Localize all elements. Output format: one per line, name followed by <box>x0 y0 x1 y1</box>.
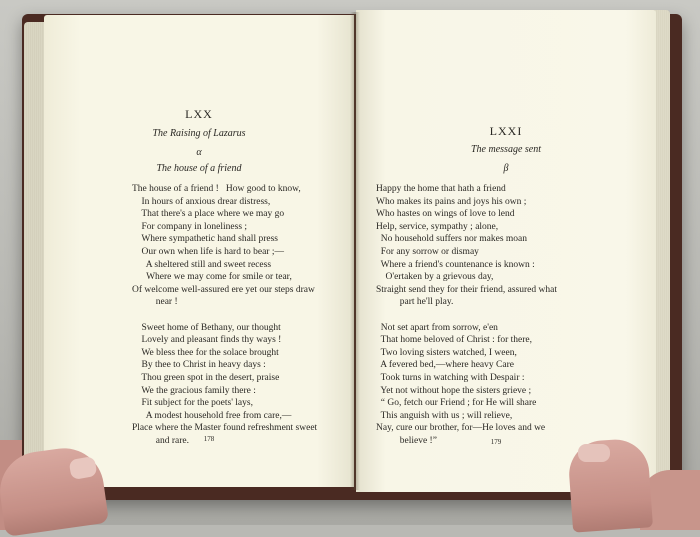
poem-line: Place where the Master found refreshment sweet <box>132 423 318 434</box>
poem-line: O'ertaken by a grievous day, <box>376 272 494 283</box>
poem-line: No household suffers nor makes moan <box>376 234 528 245</box>
poem-line: Lovely and pleasant finds thy ways ! <box>132 335 282 346</box>
poem-line: Two loving sisters watched, I ween, <box>376 347 517 358</box>
poem-line: We bless thee for the solace brought <box>132 347 279 358</box>
poem-line: Our own when life is hard to bear ;— <box>132 246 284 257</box>
poem-line: Yet not without hope the sisters grieve ; <box>376 385 532 396</box>
poem-line: A modest household free from care,— <box>132 410 292 421</box>
poem-line: By thee to Christ in heavy days : <box>132 360 266 371</box>
left-poem <box>132 183 317 447</box>
poem-line: Who makes its pains and joys his own ; <box>376 196 527 207</box>
poem-line: near ! <box>132 297 178 308</box>
poem-line: Fit subject for the poets' lays, <box>132 398 253 409</box>
left-page-section-mark: α <box>196 147 202 158</box>
poem-line: Nay, cure our brother, for—He loves and we <box>376 423 546 434</box>
poem-line: part he'll play. <box>376 297 454 308</box>
right-page-section-mark: β <box>503 163 509 174</box>
poem-line: Happy the home that hath a friend <box>376 184 506 194</box>
poem-line: Straight send they for their friend, assured what <box>376 284 557 295</box>
right-poem <box>376 183 557 447</box>
left-page-heading: LXX <box>185 107 213 121</box>
left-page-title: The Raising of Lazarus <box>152 128 246 139</box>
poem-line: In hours of anxious drear distress, <box>132 196 271 207</box>
right-page <box>356 10 656 492</box>
left-page-subtitle: The house of a friend <box>156 163 242 174</box>
poem-line: A fevered bed,—where heavy Care <box>376 360 514 371</box>
right-page-number: 179 <box>490 438 502 446</box>
poem-line: Sweet home of Bethany, our thought <box>132 322 281 333</box>
poem-line: “ Go, fetch our Friend ; for He will share <box>376 398 537 409</box>
poem-line: This anguish with us ; will relieve, <box>376 410 513 421</box>
poem-line: Took turns in watching with Despair : <box>376 372 525 383</box>
poem-line: Help, service, sympathy ; alone, <box>376 221 499 232</box>
book-gutter <box>350 12 360 490</box>
poem-line <box>376 309 557 322</box>
left-page <box>44 15 354 487</box>
poem-line: Where a friend's countenance is known : <box>376 259 535 270</box>
poem-line: Thou green spot in the desert, praise <box>132 372 280 383</box>
poem-line: For any sorrow or dismay <box>376 246 479 257</box>
poem-line <box>132 309 317 322</box>
poem-line: Where we may come for smile or tear, <box>132 272 292 283</box>
right-page-title: The message sent <box>471 144 541 155</box>
poem-line: A sheltered still and sweet recess <box>132 259 272 270</box>
poem-line: Where sympathetic hand shall press <box>132 234 278 245</box>
poem-line: That there's a place where we may go <box>132 209 285 220</box>
left-page-number: 178 <box>203 435 215 443</box>
poem-line: believe !” <box>376 435 437 446</box>
poem-line: We the gracious family there : <box>132 385 256 396</box>
poem-line: That home beloved of Christ : for there, <box>376 335 533 346</box>
poem-line: and rare. <box>132 435 189 446</box>
right-thumbnail <box>578 444 610 462</box>
poem-line: For company in loneliness ; <box>132 221 248 232</box>
poem-line: Who hastes on wings of love to lend <box>376 209 515 220</box>
poem-line: The house of a friend ! How good to know, <box>132 184 301 194</box>
right-page-heading: LXXI <box>489 124 523 138</box>
poem-line: Of welcome well-assured ere yet our steps draw <box>132 284 315 295</box>
poem-line: Not set apart from sorrow, e'en <box>376 322 498 333</box>
